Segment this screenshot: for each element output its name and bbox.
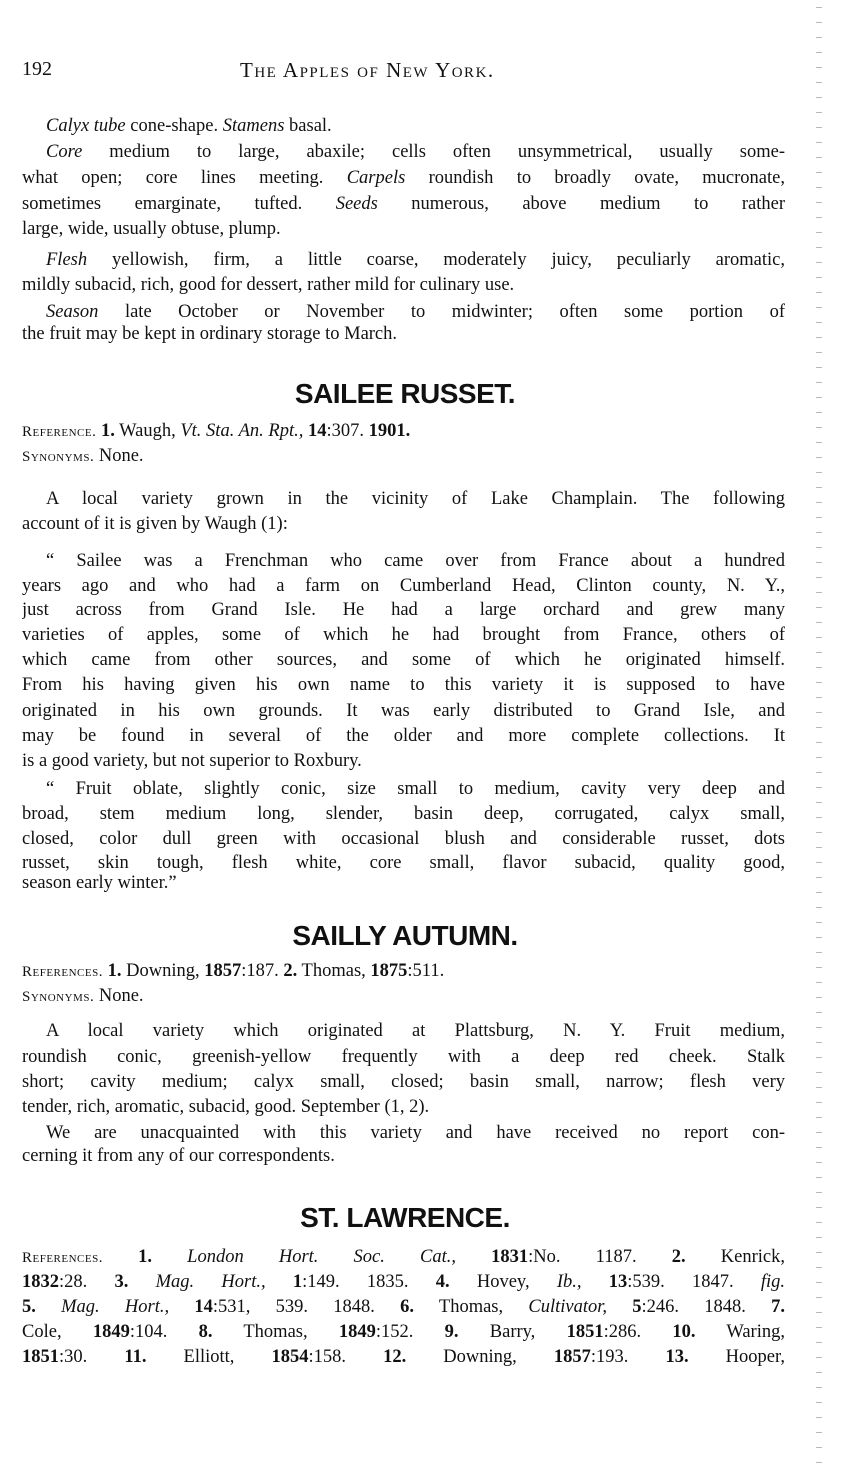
text-segment: fig. (760, 1272, 785, 1292)
text-segment: :246. 1848. (641, 1297, 772, 1317)
text-segment: 5 (632, 1297, 642, 1317)
text-segment: just across from Grand Isle. He had a large orchard and grew many (22, 600, 785, 620)
text-line (22, 828, 785, 850)
text-segment: :187. (241, 961, 284, 981)
text-segment (582, 1272, 609, 1292)
text-segment: Synonyms. (22, 989, 95, 1005)
text-segment: 1. (138, 1247, 153, 1267)
text-segment (128, 1272, 155, 1292)
text-line (22, 575, 785, 597)
text-segment: 11. (124, 1347, 147, 1367)
text-segment (103, 1247, 138, 1267)
text-segment: References. (22, 964, 103, 980)
text-segment: roundish conic, greenish-yellow frequently with a deep red cheek. Stalk (22, 1047, 785, 1067)
text-segment: None. (94, 986, 144, 1006)
text-line (22, 1346, 785, 1368)
text-line (22, 488, 785, 510)
text-segment: 6. (400, 1297, 414, 1317)
text-segment: Synonyms. (22, 449, 95, 465)
text-segment: Elliott, (146, 1347, 272, 1367)
text-segment: :30. (59, 1347, 125, 1367)
text-segment: 1849 (338, 1322, 376, 1342)
text-segment: Vt. Sta. An. Rpt., (180, 421, 304, 441)
text-segment: account of it is given by Waugh (1): (22, 514, 288, 534)
text-segment: Seeds (335, 194, 378, 214)
text-segment: Hovey, (449, 1272, 557, 1292)
text-segment: 1832 (22, 1272, 59, 1292)
text-segment: Thomas, (212, 1322, 339, 1342)
text-line (22, 1296, 785, 1318)
text-segment: References. (22, 1250, 103, 1266)
text-line (22, 420, 785, 443)
text-line (22, 803, 785, 825)
text-segment: Barry, (458, 1322, 567, 1342)
text-segment: basal. (284, 116, 332, 136)
text-line (22, 852, 785, 874)
text-line (22, 1145, 785, 1167)
text-segment: :286. (603, 1322, 673, 1342)
text-segment: “ Fruit oblate, slightly conic, size small to medium, cavity very deep and (46, 779, 785, 799)
text-line (22, 985, 785, 1008)
text-segment: :104. (129, 1322, 199, 1342)
text-segment: season early winter.” (22, 873, 177, 893)
text-segment: :158. (308, 1347, 384, 1367)
text-segment: numerous, above medium to rather (377, 194, 785, 214)
text-segment: Mag. Hort., (61, 1297, 170, 1317)
text-segment: 14 (194, 1297, 213, 1317)
text-segment: late October or November to midwinter; often some portion of (98, 302, 785, 322)
text-segment: Waugh, (114, 421, 181, 441)
text-line (22, 513, 785, 535)
text-segment: 14 (307, 421, 327, 441)
text-line (22, 1096, 785, 1118)
text-segment: 1857 (204, 961, 242, 981)
text-line (22, 193, 785, 215)
text-line (22, 599, 785, 621)
text-segment: Hooper, (688, 1347, 785, 1367)
text-line (22, 141, 785, 163)
text-segment: broad, stem medium long, slender, basin deep, corrugated, calyx small, (22, 804, 785, 824)
text-segment: Stamens (222, 116, 285, 136)
text-line (22, 274, 785, 296)
text-line (22, 218, 785, 240)
text-segment (36, 1297, 61, 1317)
text-segment: 1857 (553, 1347, 591, 1367)
text-segment: Downing, (121, 961, 205, 981)
text-segment: “ Sailee was a Frenchman who came over from France about a hundred (46, 551, 785, 571)
text-segment: Waring, (695, 1322, 785, 1342)
text-line (22, 1020, 785, 1042)
text-segment: :531, 539. 1848. (212, 1297, 401, 1317)
text-segment: 4. (435, 1272, 450, 1292)
text-segment: 12. (383, 1347, 407, 1367)
text-segment: Mag. Hort., (155, 1272, 266, 1292)
text-segment (152, 1247, 187, 1267)
text-segment: London Hort. Soc. Cat., (187, 1247, 457, 1267)
text-segment: Thomas, (297, 961, 371, 981)
text-segment: what open; core lines meeting. (22, 168, 347, 188)
text-segment (456, 1247, 491, 1267)
text-line (22, 249, 785, 271)
text-line (22, 301, 785, 323)
text-segment: short; cavity medium; calyx small, closed; basin small, narrow; flesh very (22, 1072, 785, 1092)
text-line (22, 323, 785, 345)
text-segment: We are unacquainted with this variety and have received no report con- (46, 1123, 785, 1143)
text-line (22, 1046, 785, 1068)
text-line (22, 649, 785, 671)
text-line (22, 872, 785, 894)
text-segment: Carpels (346, 168, 406, 188)
text-segment: 1854 (271, 1347, 309, 1367)
text-segment: yellowish, firm, a little coarse, moderately juicy, peculiarly aromatic, (87, 250, 785, 270)
text-segment: which came from other sources, and some of which he originated himself. (22, 650, 785, 670)
text-segment: Reference. (22, 424, 97, 440)
text-line (22, 550, 785, 572)
text-line (22, 167, 785, 189)
text-segment: Season (46, 302, 99, 322)
text-line (22, 750, 785, 772)
text-line (22, 1122, 785, 1144)
text-line (22, 1071, 785, 1093)
text-segment (266, 1272, 293, 1292)
text-segment: :539. 1847. (627, 1272, 761, 1292)
text-segment: 8. (198, 1322, 213, 1342)
text-line (22, 960, 785, 983)
text-segment: 13 (608, 1272, 628, 1292)
text-segment: 13. (665, 1347, 689, 1367)
text-segment: Downing, (406, 1347, 554, 1367)
text-segment: 10. (672, 1322, 696, 1342)
section-heading: ST. LAWRENCE. (300, 1202, 510, 1233)
text-segment: 1875 (370, 961, 408, 981)
section-heading: SAILEE RUSSET. (294, 378, 516, 409)
text-segment: the fruit may be kept in ordinary storage to March. (22, 324, 398, 344)
text-segment: A local variety which originated at Plattsburg, N. Y. Fruit medium, (46, 1021, 785, 1041)
page-number: 192 (22, 58, 52, 80)
text-segment: Flesh (46, 250, 88, 270)
scan-edge-artifact (816, 0, 822, 1473)
text-line (22, 725, 785, 747)
text-segment: :511. (407, 961, 445, 981)
text-segment: 7. (771, 1297, 785, 1317)
text-segment: 1851 (566, 1322, 604, 1342)
text-segment: Core (46, 142, 83, 162)
text-segment: 1849 (92, 1322, 130, 1342)
text-segment: years ago and who had a farm on Cumberland Head, Clinton county, N. Y., (22, 576, 785, 596)
text-segment: Thomas, (413, 1297, 529, 1317)
running-title: The Apples of New York. (240, 58, 495, 82)
text-line (22, 1246, 785, 1268)
text-line (22, 1321, 785, 1343)
text-segment: From his having given his own name to this variety it is supposed to have (22, 675, 785, 695)
text-segment: Cultivator, (528, 1297, 608, 1317)
text-segment: may be found in several of the older and more complete collections. It (22, 726, 785, 746)
text-segment: :149. 1835. (302, 1272, 436, 1292)
text-line (22, 1271, 785, 1293)
text-line (22, 674, 785, 696)
text-segment: varieties of apples, some of which he had brought from France, others of (22, 625, 785, 645)
text-segment: 1 (292, 1272, 303, 1292)
text-segment: 3. (114, 1272, 129, 1292)
text-segment: A local variety grown in the vicinity of Lake Champlain. The following (46, 489, 785, 509)
text-segment: cerning it from any of our correspondents. (22, 1146, 335, 1166)
text-segment: cone-shape. (125, 116, 223, 136)
text-segment: tender, rich, aromatic, subacid, good. September (1, 2). (22, 1097, 430, 1117)
text-segment: 1901. (368, 421, 411, 441)
text-segment: is a good variety, but not superior to Roxbury. (22, 751, 362, 771)
text-segment (169, 1297, 194, 1317)
text-segment: 9. (444, 1322, 459, 1342)
text-line (22, 445, 785, 468)
text-segment: 1831 (491, 1247, 529, 1267)
text-segment: mildly subacid, rich, good for dessert, rather mild for culinary use. (22, 275, 515, 295)
text-segment: large, wide, usually obtuse, plump. (22, 219, 281, 239)
text-segment: :28. (59, 1272, 115, 1292)
section-heading: SAILLY AUTUMN. (292, 920, 518, 951)
text-segment: russet, skin tough, flesh white, core small, flavor subacid, quality good, (22, 853, 785, 873)
text-segment: :No. 1187. (528, 1247, 672, 1267)
text-segment: Calyx tube (46, 116, 126, 136)
text-segment: Kenrick, (685, 1247, 785, 1267)
text-segment: :152. (375, 1322, 445, 1342)
text-segment: None. (94, 446, 144, 466)
text-line (22, 115, 785, 137)
text-line (22, 778, 785, 800)
text-segment: 1. (101, 421, 115, 441)
text-segment: 5. (22, 1297, 36, 1317)
text-segment: :193. (590, 1347, 666, 1367)
text-segment: sometimes emarginate, tufted. (22, 194, 336, 214)
text-segment: 2. (283, 961, 298, 981)
text-segment: medium to large, abaxile; cells often unsymmetrical, usually some- (82, 142, 785, 162)
text-segment: Ib., (556, 1272, 582, 1292)
text-line (22, 624, 785, 646)
text-segment: originated in his own grounds. It was early distributed to Grand Isle, and (22, 701, 785, 721)
text-segment: 1851 (22, 1347, 59, 1367)
text-segment (607, 1297, 632, 1317)
text-segment: roundish to broadly ovate, mucronate, (405, 168, 785, 188)
text-line (22, 700, 785, 722)
text-segment: 2. (671, 1247, 686, 1267)
text-segment: 1. (107, 961, 122, 981)
text-segment: Cole, (22, 1322, 93, 1342)
text-segment: :307. (326, 421, 369, 441)
text-segment: closed, color dull green with occasional blush and considerable russet, dots (22, 829, 785, 849)
